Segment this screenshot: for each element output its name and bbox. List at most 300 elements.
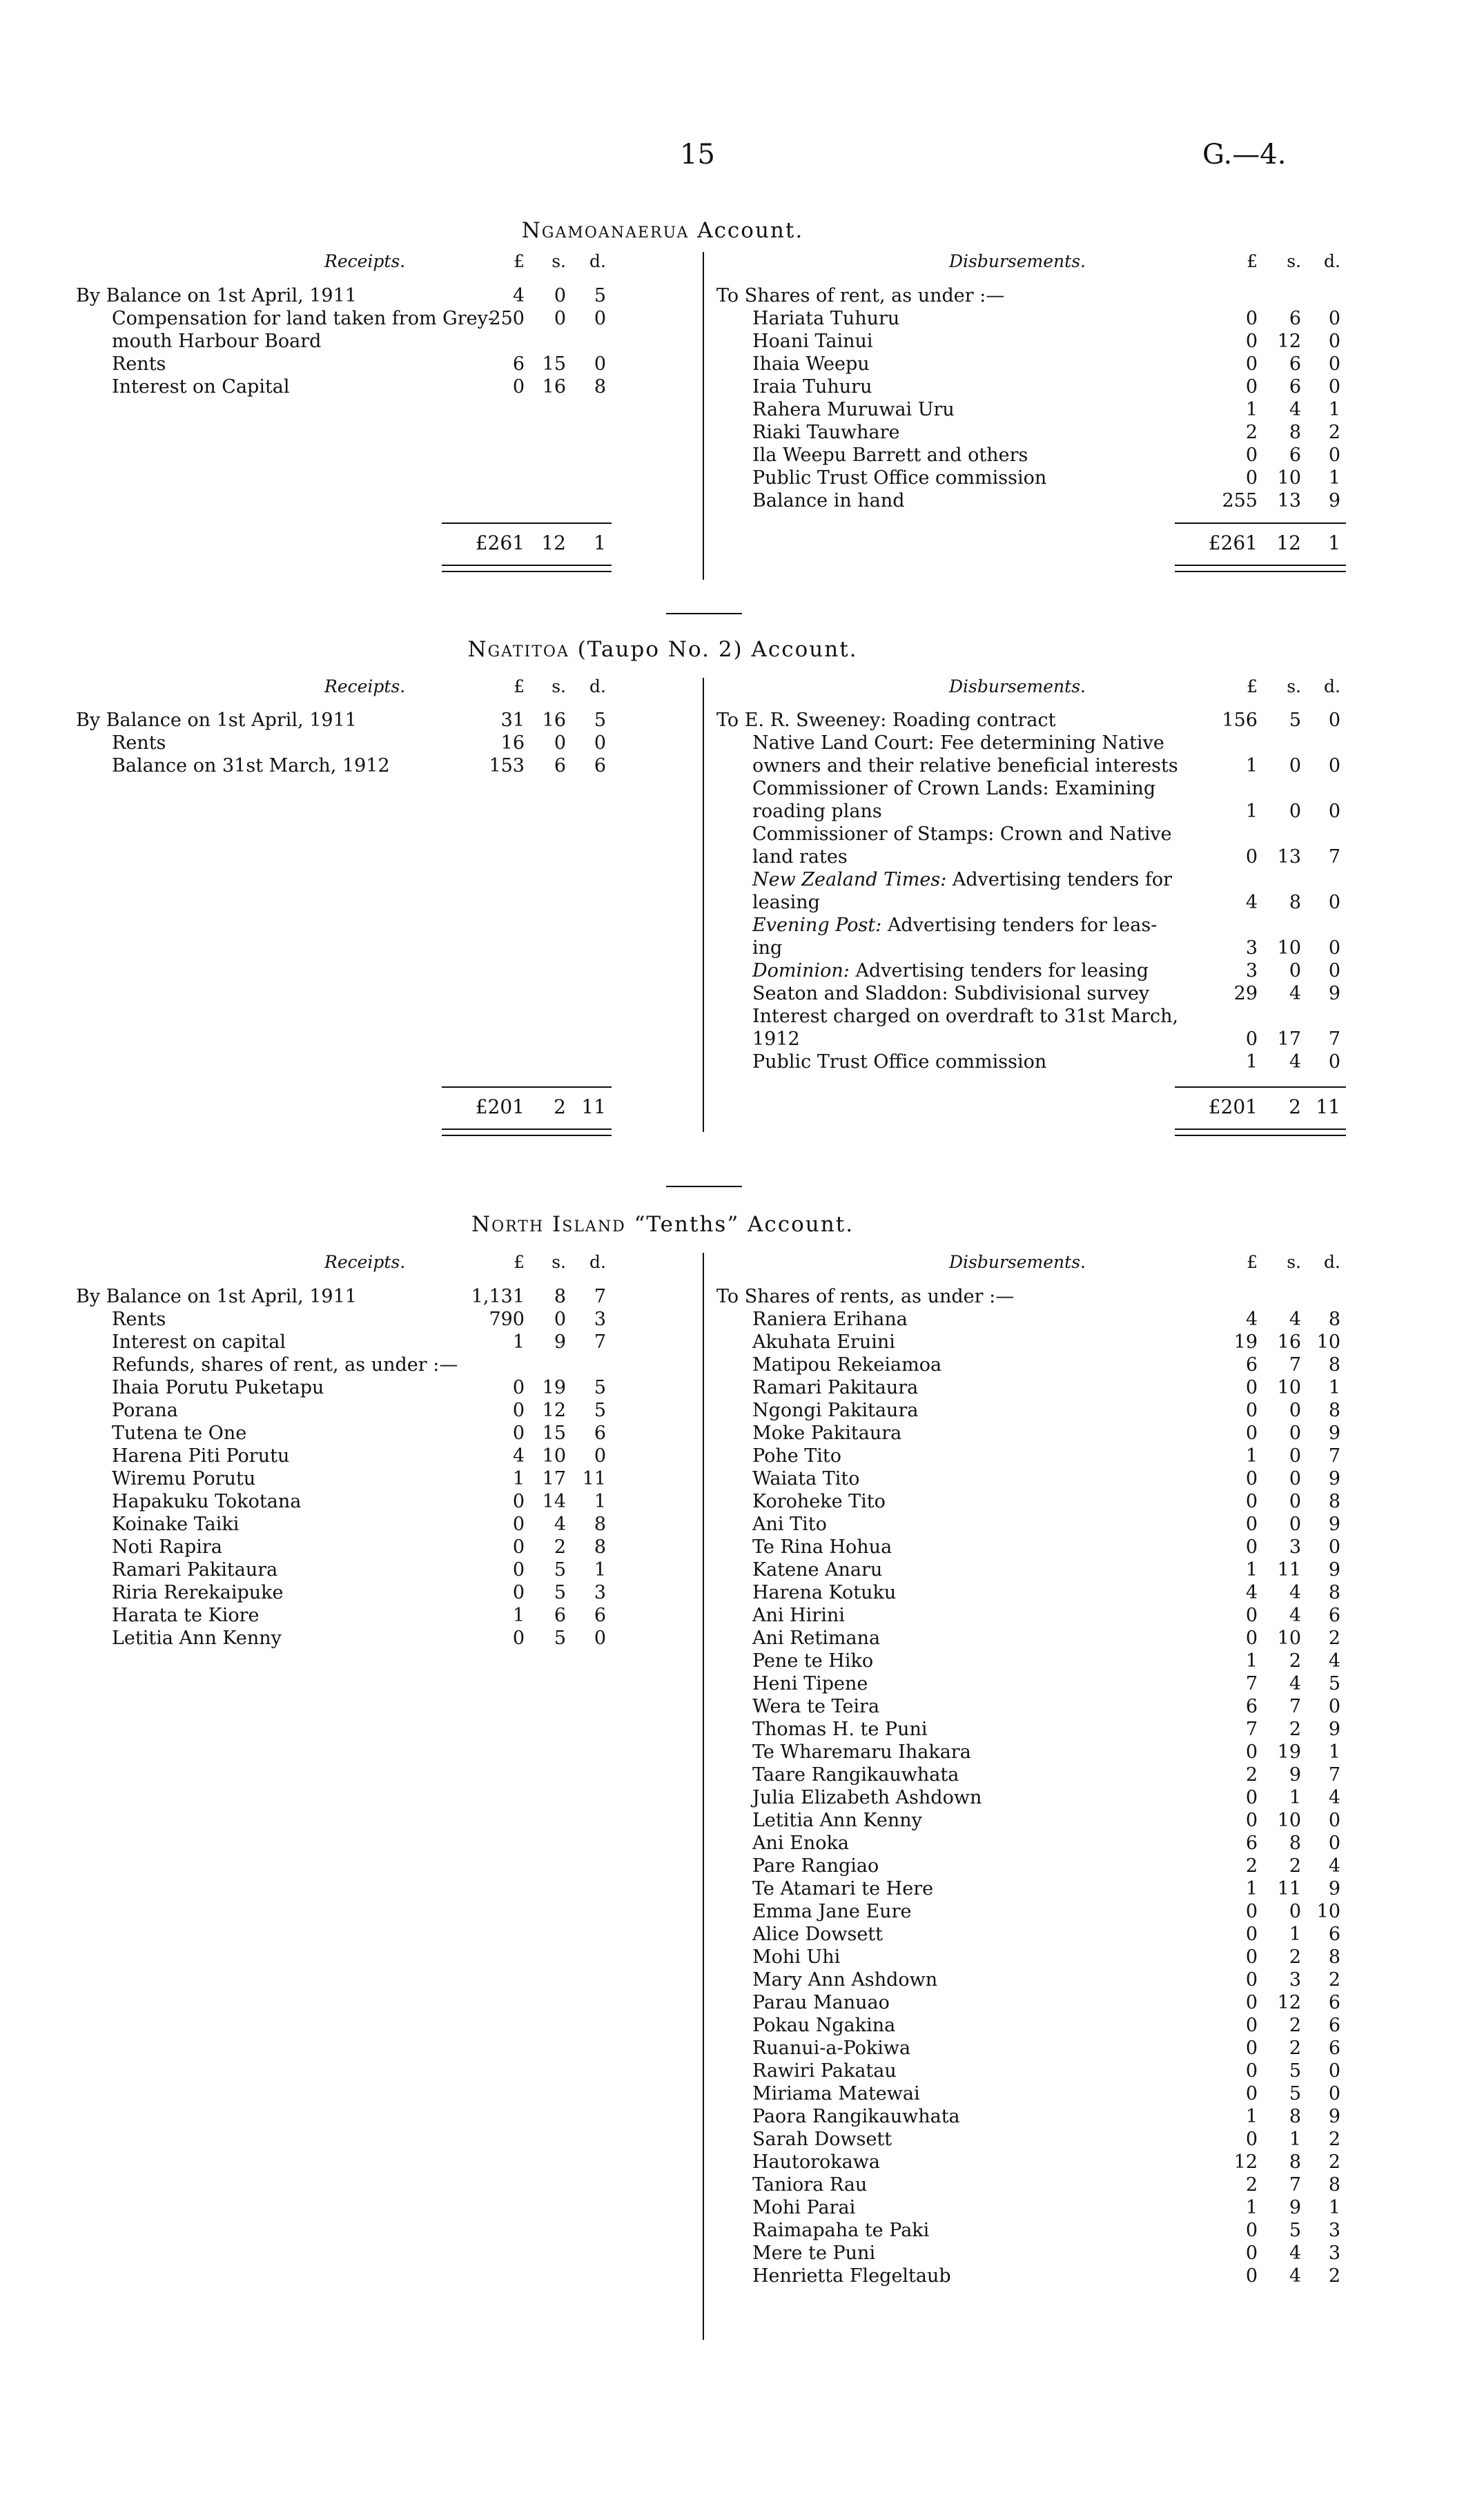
amount-shillings: 2 xyxy=(1289,2038,1301,2059)
disbursement-row-text xyxy=(752,959,1149,982)
amount-shillings: 4 xyxy=(554,1514,566,1535)
disbursement-row-text xyxy=(752,1832,849,1855)
amount-pounds: 1,131 xyxy=(471,1286,525,1307)
amount-pounds: 0 xyxy=(1245,1514,1258,1535)
amount-shillings: 16 xyxy=(542,710,566,731)
disbursement-row-label: Sarah Dowsett xyxy=(752,2129,892,2150)
receipt-row xyxy=(76,732,613,754)
amount-pence: 3 xyxy=(594,1309,606,1330)
amount-shillings: 7 xyxy=(1289,2174,1301,2196)
disbursement-row-label: Te Rina Hohua xyxy=(752,1536,892,1558)
disbursement-row-label: Public Trust Office commission xyxy=(752,467,1047,489)
amount-pounds: 250 xyxy=(489,308,525,329)
disbursement-row-italic: New Zealand Times: xyxy=(752,869,953,890)
currency-heading-pence: d. xyxy=(1324,1252,1340,1272)
currency-heading-pounds: £ xyxy=(1247,676,1258,696)
disbursement-row-text xyxy=(752,375,872,398)
disbursement-row-text xyxy=(752,891,820,914)
disbursement-row xyxy=(716,444,1347,467)
disbursement-row-text xyxy=(752,823,1172,846)
receipts-total-s: 12 xyxy=(541,531,566,554)
amount-pence: 1 xyxy=(1328,399,1340,420)
amount-shillings: 4 xyxy=(1289,2265,1301,2287)
disbursement-row xyxy=(716,2082,1347,2105)
disbursement-row xyxy=(716,1490,1347,1513)
currency-heading-shillings: s. xyxy=(1287,676,1301,696)
disbursements-total-d: 1 xyxy=(1328,531,1340,554)
disbursement-row-label: Ngongi Pakitaura xyxy=(752,1400,919,1421)
amount-pounds: 0 xyxy=(512,1536,525,1558)
receipts-total-l: £201 xyxy=(475,1095,525,1118)
amount-pence: 7 xyxy=(594,1286,606,1307)
amount-pounds: 1 xyxy=(1245,1559,1258,1581)
amount-pounds: 0 xyxy=(1245,1468,1258,1489)
amount-pounds: 0 xyxy=(1245,1810,1258,1831)
amount-shillings: 0 xyxy=(554,285,566,306)
receipt-row xyxy=(76,1513,613,1536)
disbursement-row-text xyxy=(752,421,900,444)
amount-pence: 6 xyxy=(594,755,606,776)
receipts-total-double-rule xyxy=(442,1129,612,1136)
disbursements-total-l: £201 xyxy=(1208,1095,1258,1118)
disbursement-row-label: Mary Ann Ashdown xyxy=(752,1969,938,1991)
amount-pence: 0 xyxy=(1328,2083,1340,2104)
disbursement-row-text xyxy=(752,800,882,823)
amount-pounds: 1 xyxy=(1245,1878,1258,1899)
currency-heading-pence: d. xyxy=(589,251,606,271)
disbursement-row-text xyxy=(752,2265,951,2287)
receipts-total-rule xyxy=(442,522,612,524)
amount-pounds: 0 xyxy=(1245,1028,1258,1050)
amount-pounds: 0 xyxy=(512,1628,525,1649)
disbursement-row-text xyxy=(752,1513,827,1536)
amount-shillings: 6 xyxy=(554,755,566,776)
disbursement-row xyxy=(716,1946,1347,1968)
disbursement-row xyxy=(716,937,1347,959)
amount-shillings: 10 xyxy=(1277,1628,1301,1649)
disbursement-row-label: Pene te Hiko xyxy=(752,1650,874,1672)
disbursement-row-text xyxy=(752,2173,867,2196)
disbursement-row xyxy=(716,1832,1347,1855)
receipt-row xyxy=(76,307,613,330)
receipt-row-label: Rents xyxy=(112,732,166,754)
amount-pence: 3 xyxy=(594,1582,606,1603)
disbursement-row xyxy=(716,823,1347,846)
amount-pence: 8 xyxy=(1328,1400,1340,1421)
receipt-row-text xyxy=(112,1559,277,1581)
receipt-row-label: Wiremu Porutu xyxy=(112,1468,256,1489)
amount-pounds: 4 xyxy=(512,1445,525,1467)
receipt-row-label: Rents xyxy=(112,1309,166,1330)
amount-pounds: 0 xyxy=(1245,2220,1258,2241)
amount-pounds: 156 xyxy=(1222,710,1258,731)
amount-pence: 1 xyxy=(1328,2197,1340,2218)
amount-shillings: 0 xyxy=(1289,1491,1301,1512)
disbursement-row-label: Seaton and Sladdon: Subdivisional survey xyxy=(752,983,1150,1004)
disbursement-row xyxy=(716,800,1347,823)
amount-pence: 0 xyxy=(1328,2060,1340,2082)
disbursement-row xyxy=(716,1695,1347,1718)
disbursement-row-label: Ila Weepu Barrett and others xyxy=(752,444,1028,466)
amount-pounds: 0 xyxy=(1245,1741,1258,1763)
amount-pence: 2 xyxy=(1328,2129,1340,2150)
amount-pence: 0 xyxy=(1328,892,1340,913)
disbursements-total-s: 12 xyxy=(1276,531,1301,554)
receipt-row-text xyxy=(76,1285,357,1308)
amount-pence: 5 xyxy=(1328,1673,1340,1694)
amount-pounds: 19 xyxy=(1233,1331,1258,1353)
amount-pounds: 31 xyxy=(500,710,525,731)
amount-pounds: 6 xyxy=(1245,1833,1258,1854)
disbursements-total-s: 2 xyxy=(1289,1095,1301,1118)
disbursement-row-label: Matipou Rekeiamoa xyxy=(752,1354,942,1376)
disbursement-row-label: Ani Enoka xyxy=(752,1833,849,1854)
disbursement-row xyxy=(716,732,1347,754)
disbursement-row-label: Hariata Tuhuru xyxy=(752,308,900,329)
disbursement-row xyxy=(716,1376,1347,1399)
disbursement-row-text xyxy=(752,398,955,421)
receipt-row xyxy=(76,1308,613,1331)
amount-pounds: 0 xyxy=(1245,2060,1258,2082)
disbursement-row xyxy=(716,1877,1347,1900)
disbursement-row-label: Pohe Tito xyxy=(752,1445,842,1467)
account-title xyxy=(0,638,1325,661)
receipt-row xyxy=(76,353,613,375)
receipt-row-label: Ramari Pakitaura xyxy=(112,1559,278,1581)
amount-pounds: 0 xyxy=(1245,2243,1258,2264)
amount-shillings: 7 xyxy=(1289,1696,1301,1717)
disbursement-row-text xyxy=(752,1536,892,1559)
disbursements-total-l: £261 xyxy=(1208,531,1258,554)
receipt-row-label: Compensation for land taken from Grey- xyxy=(112,308,494,329)
receipt-row-text xyxy=(112,1604,260,1627)
amount-shillings: 8 xyxy=(1289,1833,1301,1854)
receipt-row xyxy=(76,1399,613,1422)
amount-shillings: 2 xyxy=(1289,2015,1301,2036)
amount-shillings: 10 xyxy=(1277,467,1301,489)
amount-pounds: 0 xyxy=(512,1400,525,1421)
amount-pence: 6 xyxy=(1328,1924,1340,1945)
receipt-row-text xyxy=(112,1627,282,1650)
amount-shillings: 15 xyxy=(542,1423,566,1444)
amount-pounds: 0 xyxy=(1245,1628,1258,1649)
amount-shillings: 5 xyxy=(1289,710,1301,731)
disbursement-row-text xyxy=(752,330,873,353)
amount-pounds: 0 xyxy=(1245,1377,1258,1398)
disbursement-row-text xyxy=(752,1422,901,1445)
disbursement-row-text xyxy=(752,467,1046,489)
receipt-row-label: Hapakuku Tokotana xyxy=(112,1491,302,1512)
amount-pence: 2 xyxy=(1328,2265,1340,2287)
disbursement-row-text xyxy=(752,1376,918,1399)
currency-heading-shillings: s. xyxy=(1287,1252,1301,1272)
disbursement-row xyxy=(716,1763,1347,1786)
amount-pounds: 0 xyxy=(512,1514,525,1535)
disbursement-row xyxy=(716,1399,1347,1422)
amount-shillings: 10 xyxy=(1277,1810,1301,1831)
amount-shillings: 6 xyxy=(1289,353,1301,375)
disbursement-row-label: Commissioner of Crown Lands: Examining xyxy=(752,778,1156,799)
disbursement-row-label: Te Atamari te Here xyxy=(752,1878,934,1899)
amount-shillings: 15 xyxy=(542,353,566,375)
amount-pounds: 2 xyxy=(1245,1855,1258,1877)
disbursement-row-label: Advertising tenders for leasing xyxy=(855,960,1149,981)
amount-pounds: 1 xyxy=(1245,399,1258,420)
disbursement-row xyxy=(716,2014,1347,2037)
receipt-row xyxy=(76,375,613,398)
disbursement-row-text xyxy=(752,982,1149,1005)
amount-pounds: 0 xyxy=(1245,2083,1258,2104)
disbursement-row-text xyxy=(752,754,1178,777)
disbursement-row-text xyxy=(752,1741,971,1763)
amount-shillings: 16 xyxy=(542,376,566,398)
receipt-row-label: mouth Harbour Board xyxy=(112,331,322,352)
amount-shillings: 14 xyxy=(542,1491,566,1512)
disbursement-row xyxy=(716,914,1347,937)
amount-pounds: 0 xyxy=(512,1423,525,1444)
amount-pounds: 0 xyxy=(1245,2015,1258,2036)
disbursement-row xyxy=(716,1559,1347,1581)
disbursement-row-text xyxy=(752,777,1155,800)
disbursement-row-text xyxy=(752,868,1172,891)
disbursements-total-rule xyxy=(1175,1086,1346,1088)
disbursement-row-label: Parau Manuao xyxy=(752,1992,890,2013)
account-title-suffix: Account. xyxy=(697,218,804,243)
amount-pence: 8 xyxy=(594,376,606,398)
receipt-row xyxy=(76,1467,613,1490)
amount-pounds: 1 xyxy=(1245,755,1258,776)
amount-shillings: 12 xyxy=(1277,1992,1301,2013)
amount-shillings: 10 xyxy=(1277,1377,1301,1398)
amount-pounds: 0 xyxy=(1245,1901,1258,1922)
amount-shillings: 4 xyxy=(1289,2243,1301,2264)
disbursement-row xyxy=(716,891,1347,914)
amount-shillings: 4 xyxy=(1289,1582,1301,1603)
disbursement-row xyxy=(716,2196,1347,2219)
amount-pence: 0 xyxy=(1328,444,1340,466)
receipt-row xyxy=(76,754,613,777)
page-number: 15 xyxy=(680,139,715,170)
amount-shillings: 0 xyxy=(1289,1468,1301,1489)
disbursement-row xyxy=(716,868,1347,891)
receipts-total-double-rule xyxy=(442,565,612,572)
amount-shillings: 9 xyxy=(1289,1764,1301,1786)
disbursement-row-text xyxy=(752,2219,929,2242)
disbursement-row xyxy=(716,1786,1347,1809)
receipt-row-text xyxy=(112,1467,255,1490)
currency-heading-pounds: £ xyxy=(1247,1252,1258,1272)
amount-pence: 8 xyxy=(1328,1354,1340,1376)
receipt-row-text xyxy=(112,1581,283,1604)
currency-heading-shillings: s. xyxy=(1287,251,1301,271)
amount-pounds: 0 xyxy=(1245,1536,1258,1558)
amount-shillings: 0 xyxy=(1289,801,1301,822)
amount-shillings: 4 xyxy=(1289,1673,1301,1694)
disbursement-row-label: Akuhata Eruini xyxy=(752,1331,895,1353)
amount-pence: 0 xyxy=(1328,308,1340,329)
amount-shillings: 6 xyxy=(1289,444,1301,466)
amount-pence: 8 xyxy=(594,1514,606,1535)
amount-pence: 0 xyxy=(1328,331,1340,352)
amount-shillings: 4 xyxy=(1289,983,1301,1004)
amount-pence: 7 xyxy=(1328,1764,1340,1786)
disbursement-row-text xyxy=(752,1581,896,1604)
disbursement-row-label: land rates xyxy=(752,846,848,868)
amount-pence: 3 xyxy=(1328,2243,1340,2264)
amount-shillings: 4 xyxy=(1289,1605,1301,1626)
disbursement-row-label: Te Wharemaru Ihakara xyxy=(752,1741,971,1763)
amount-pence: 6 xyxy=(1328,1605,1340,1626)
amount-pence: 6 xyxy=(1328,2038,1340,2059)
currency-heading-pence: d. xyxy=(1324,251,1340,271)
disbursement-row-label: Thomas H. te Puni xyxy=(752,1719,928,1740)
account-title-name: Ngatitoa xyxy=(467,637,578,662)
amount-shillings: 9 xyxy=(1289,2197,1301,2218)
amount-pence: 8 xyxy=(1328,2174,1340,2196)
receipt-row xyxy=(76,1536,613,1559)
amount-pence: 6 xyxy=(1328,1992,1340,2013)
amount-pounds: 0 xyxy=(1245,376,1258,398)
receipts-total-l: £261 xyxy=(475,531,525,554)
disbursement-row xyxy=(716,1855,1347,1877)
disbursement-row xyxy=(716,1422,1347,1445)
disbursement-row-text xyxy=(752,1786,982,1809)
receipt-row-text xyxy=(112,353,166,375)
disbursement-row xyxy=(716,353,1347,375)
account-title xyxy=(0,219,1325,242)
disbursement-row-text xyxy=(752,1051,1046,1073)
disbursement-row xyxy=(716,1308,1347,1331)
amount-shillings: 5 xyxy=(554,1559,566,1581)
receipt-row xyxy=(76,1331,613,1354)
amount-pence: 0 xyxy=(594,732,606,754)
disbursement-row-text xyxy=(752,1877,933,1900)
amount-pence: 2 xyxy=(1328,1628,1340,1649)
disbursement-row-text xyxy=(752,1005,1178,1028)
disbursement-row xyxy=(716,1672,1347,1695)
disbursement-row-text xyxy=(752,732,1164,754)
disbursement-row-text xyxy=(752,1968,937,1991)
amount-pence: 9 xyxy=(1328,1559,1340,1581)
receipt-row-text xyxy=(112,732,166,754)
amount-shillings: 8 xyxy=(1289,422,1301,443)
amount-pounds: 2 xyxy=(1245,422,1258,443)
amount-shillings: 19 xyxy=(1277,1741,1301,1763)
disbursement-row-label: Hoani Tainui xyxy=(752,331,873,352)
disbursements-total-double-rule xyxy=(1175,1129,1346,1136)
amount-pounds: 1 xyxy=(1245,1445,1258,1467)
disbursement-row-text xyxy=(752,1490,886,1513)
amount-pence: 3 xyxy=(1328,2220,1340,2241)
receipt-row-text xyxy=(112,1331,286,1354)
currency-heading-shillings: s. xyxy=(551,251,566,271)
amount-pence: 0 xyxy=(594,1445,606,1467)
amount-pounds: 0 xyxy=(1245,1423,1258,1444)
disbursement-row xyxy=(716,1467,1347,1490)
disbursement-row-text xyxy=(752,1695,879,1718)
receipt-row xyxy=(76,1627,613,1650)
amount-pence: 0 xyxy=(1328,710,1340,731)
amount-pence: 0 xyxy=(594,308,606,329)
amount-pounds: 1 xyxy=(1245,1650,1258,1672)
receipts-total-d: 11 xyxy=(581,1095,606,1118)
disbursements-list xyxy=(716,1285,1347,2287)
amount-pounds: 29 xyxy=(1233,983,1258,1004)
disbursement-row xyxy=(716,846,1347,868)
amount-pounds: 6 xyxy=(1245,1354,1258,1376)
column-divider xyxy=(703,678,704,1132)
receipts-total-d: 1 xyxy=(594,531,606,554)
amount-pence: 11 xyxy=(582,1468,606,1489)
amount-pence: 6 xyxy=(1328,2015,1340,2036)
amount-shillings: 5 xyxy=(1289,2060,1301,2082)
disbursements-total-d: 11 xyxy=(1316,1095,1340,1118)
disbursement-row-text xyxy=(752,1559,882,1581)
disbursement-row-label: Henrietta Flegeltaub xyxy=(752,2265,951,2287)
disbursement-row-label: To E. R. Sweeney: Roading contract xyxy=(716,710,1056,731)
disbursement-row-label: leasing xyxy=(752,892,820,913)
disbursement-row xyxy=(716,1028,1347,1051)
disbursement-row-label: Public Trust Office commission xyxy=(752,1051,1047,1073)
disbursement-row-label: Pare Rangiao xyxy=(752,1855,879,1877)
currency-heading-pounds: £ xyxy=(1247,251,1258,271)
disbursement-row-label: Rahera Muruwai Uru xyxy=(752,399,955,420)
disbursement-row-text xyxy=(752,2037,910,2060)
amount-pence: 9 xyxy=(1328,1468,1340,1489)
amount-pence: 0 xyxy=(594,353,606,375)
amount-pence: 2 xyxy=(1328,1969,1340,1991)
amount-shillings: 7 xyxy=(1289,1354,1301,1376)
amount-pounds: 1 xyxy=(1245,2197,1258,2218)
disbursements-heading: Disbursements. xyxy=(949,1252,1086,1272)
amount-pounds: 4 xyxy=(1245,892,1258,913)
disbursement-row xyxy=(716,1900,1347,1923)
amount-pounds: 0 xyxy=(1245,1787,1258,1808)
amount-shillings: 9 xyxy=(554,1331,566,1353)
receipt-row-label: By Balance on 1st April, 1911 xyxy=(76,1286,357,1307)
disbursement-row xyxy=(716,754,1347,777)
disbursement-row xyxy=(716,2037,1347,2060)
amount-pence: 8 xyxy=(1328,1946,1340,1968)
amount-shillings: 6 xyxy=(1289,308,1301,329)
disbursement-row xyxy=(716,2105,1347,2128)
receipt-row xyxy=(76,1604,613,1627)
disbursement-row-label: Taare Rangikauwhata xyxy=(752,1764,959,1786)
amount-pence: 0 xyxy=(1328,1696,1340,1717)
disbursement-row-label: Advertising tenders for xyxy=(952,869,1173,890)
amount-shillings: 0 xyxy=(1289,1400,1301,1421)
amount-shillings: 8 xyxy=(1289,2151,1301,2173)
amount-pence: 10 xyxy=(1316,1331,1340,1353)
receipt-row xyxy=(76,1445,613,1467)
disbursement-row-label: Harena Kotuku xyxy=(752,1582,897,1603)
disbursement-row-label: Pokau Ngakina xyxy=(752,2015,896,2036)
receipts-heading: Receipts. xyxy=(324,676,406,696)
receipt-row-label: Balance on 31st March, 1912 xyxy=(112,755,390,776)
amount-shillings: 0 xyxy=(1289,960,1301,981)
disbursement-row-label: Paora Rangikauwhata xyxy=(752,2106,960,2127)
amount-pounds: 6 xyxy=(1245,1696,1258,1717)
disbursement-row-label: Commissioner of Stamps: Crown and Native xyxy=(752,823,1172,845)
amount-shillings: 2 xyxy=(1289,1719,1301,1740)
disbursement-row-label: Mohi Uhi xyxy=(752,1946,841,1968)
disbursement-row-label: Riaki Tauwhare xyxy=(752,422,900,443)
amount-pence: 2 xyxy=(1328,2151,1340,2173)
amount-pounds: 6 xyxy=(512,353,525,375)
receipt-row-text xyxy=(112,754,390,777)
disbursement-row xyxy=(716,489,1347,512)
currency-heading-pence: d. xyxy=(589,1252,606,1272)
